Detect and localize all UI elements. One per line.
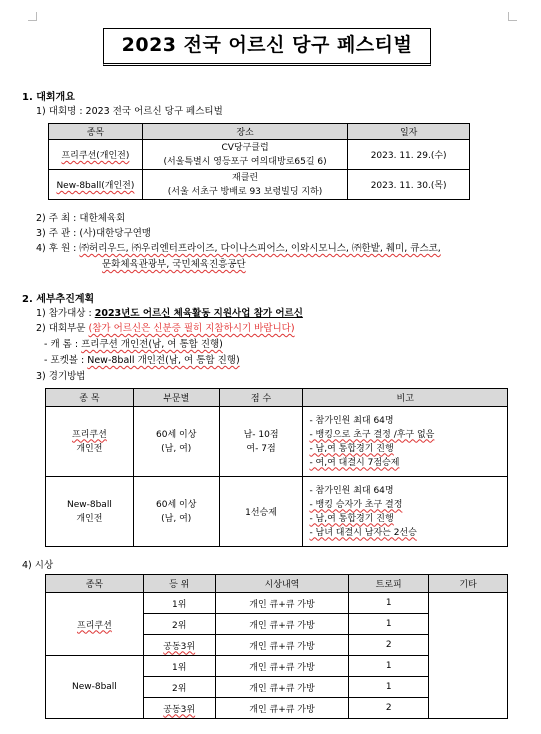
venue-address: (서울특별시 영등포구 여의대방로65길 6) bbox=[163, 156, 327, 167]
method-table-header: 부문별 bbox=[133, 389, 219, 407]
award-table-header: 종목 bbox=[46, 575, 144, 593]
division-label: 2) 대회부문 bbox=[36, 323, 89, 334]
method-division-sub: (남, 여) bbox=[161, 513, 192, 524]
section-heading-overview: 1. 대회개요 bbox=[22, 92, 75, 103]
pocket-value: New-8ball 개인전(남, 여 통합 진행) bbox=[87, 355, 240, 366]
award-table-header: 트로피 bbox=[349, 575, 429, 593]
method-note: - 남녀 대결시 남자는 2선승 bbox=[309, 527, 417, 538]
date-cell: 2023. 11. 29.(수) bbox=[348, 140, 470, 170]
award-event: New-8ball bbox=[46, 656, 144, 719]
event-name-label: 1) 대회명 : bbox=[36, 106, 86, 117]
method-event-type: 개인전 bbox=[76, 443, 103, 454]
method-event-type: 개인전 bbox=[76, 513, 103, 524]
venue-table-header: 장소 bbox=[142, 124, 347, 140]
date-cell: 2023. 11. 30.(목) bbox=[348, 170, 470, 200]
method-event: New-8ball bbox=[66, 499, 112, 510]
section-heading-plan: 2. 세부추진계획 bbox=[22, 294, 95, 305]
host-line bbox=[36, 210, 125, 224]
division-note: (참가 어르신은 신분증 필히 지참하시기 바랍니다) bbox=[88, 323, 295, 334]
award-prize: 개인 큐+큐 가방 bbox=[215, 614, 349, 635]
method-division: 60세 이상 bbox=[156, 499, 197, 510]
award-trophy: 1 bbox=[349, 656, 429, 677]
award-trophy: 1 bbox=[349, 677, 429, 698]
venue-table-header: 종목 bbox=[49, 124, 143, 140]
award-prize: 개인 큐+큐 가방 bbox=[215, 677, 349, 698]
award-event: 프리쿠션 bbox=[77, 620, 112, 631]
carom-label: - 캐 롬 : bbox=[44, 339, 82, 350]
method-note: - 참가인원 최대 64명 bbox=[309, 485, 394, 496]
method-score: 1선승제 bbox=[219, 477, 303, 547]
method-note: - 남,여 통합경기 진행 bbox=[309, 513, 394, 524]
page-corner-mark bbox=[28, 12, 37, 21]
division-line bbox=[36, 320, 295, 334]
award-rank: 공동3위 bbox=[163, 704, 196, 715]
method-division: 60세 이상 bbox=[156, 429, 197, 440]
sponsor-value: ㈜허리우드, ㈜우리엔터프라이즈, 다이나스피어스, 이와시모니스, ㈜한밭, 췌미, 큐스코, bbox=[79, 243, 441, 254]
target-value: 2023년도 어르신 체육활동 지원사업 참가 어르신 bbox=[94, 308, 303, 319]
host-value: 대한체육회 bbox=[79, 213, 126, 224]
award-rank: 1위 bbox=[143, 593, 215, 614]
award-prize: 개인 큐+큐 가방 bbox=[215, 635, 349, 656]
award-table-header: 등 위 bbox=[143, 575, 215, 593]
method-label: 3) 경기방법 bbox=[36, 371, 86, 382]
method-note: - 여,여 대결시 7점승제 bbox=[309, 457, 400, 468]
carom-line bbox=[44, 336, 223, 350]
page-corner-mark bbox=[508, 12, 517, 21]
sponsor-line bbox=[36, 240, 441, 254]
award-table-header: 기타 bbox=[429, 575, 508, 593]
award-trophy: 2 bbox=[349, 635, 429, 656]
event-name-line bbox=[36, 103, 223, 117]
method-division-sub: (남, 여) bbox=[161, 443, 192, 454]
sponsor-value-2: 문화체육관광부, 국민체육진흥공단 bbox=[102, 259, 246, 270]
method-table-header: 점 수 bbox=[219, 389, 303, 407]
method-score: 남- 10점 bbox=[243, 429, 279, 440]
method-note: - 참가인원 최대 64명 bbox=[309, 415, 394, 426]
carom-value: 프리쿠션 개인전(남, 여 통합 진행) bbox=[81, 339, 223, 350]
award-trophy: 1 bbox=[349, 614, 429, 635]
award-label: 4) 시상 bbox=[22, 560, 54, 571]
venue-table-header: 일자 bbox=[348, 124, 470, 140]
award-rank: 2위 bbox=[143, 677, 215, 698]
award-etc-cell bbox=[429, 593, 508, 719]
sponsor-label: 4) 후 원 : bbox=[36, 243, 80, 254]
award-trophy: 1 bbox=[349, 593, 429, 614]
organizer-label: 3) 주 관 : bbox=[36, 228, 80, 239]
event-cell: New-8ball(개인전) bbox=[56, 181, 135, 191]
table-row bbox=[49, 170, 470, 200]
table-row bbox=[46, 477, 508, 547]
target-line bbox=[36, 305, 303, 319]
award-prize: 개인 큐+큐 가방 bbox=[215, 698, 349, 719]
method-score-sub: 여- 7점 bbox=[246, 443, 276, 454]
event-name-value: 2023 전국 어르신 당구 페스티벌 bbox=[85, 106, 223, 117]
sponsor-line-2 bbox=[102, 256, 246, 270]
table-row bbox=[46, 593, 508, 614]
venue-name: CV당구클럽 bbox=[221, 142, 269, 153]
method-table bbox=[45, 388, 508, 547]
award-rank: 2위 bbox=[143, 614, 215, 635]
award-prize: 개인 큐+큐 가방 bbox=[215, 656, 349, 677]
table-row bbox=[49, 140, 470, 170]
venue-table bbox=[48, 123, 470, 200]
award-rank: 공동3위 bbox=[163, 641, 196, 652]
award-table-header: 시상내역 bbox=[215, 575, 349, 593]
award-trophy: 2 bbox=[349, 698, 429, 719]
method-note: - 남,여 통합경기 진행 bbox=[309, 443, 394, 454]
page-title: 2023 전국 어르신 당구 페스티벌 bbox=[103, 28, 431, 66]
host-label: 2) 주 최 : bbox=[36, 213, 80, 224]
award-prize: 개인 큐+큐 가방 bbox=[215, 593, 349, 614]
pocket-line bbox=[44, 352, 240, 366]
organizer-line bbox=[36, 225, 151, 239]
venue-name: 재클린 bbox=[232, 172, 259, 183]
event-cell: 프리쿠션(개인전) bbox=[61, 151, 130, 161]
venue-address: (서울 서초구 방배로 93 보령빌딩 지하) bbox=[167, 186, 323, 197]
method-note: - 뱅킹 승자가 초구 결정 bbox=[309, 499, 403, 510]
target-label: 1) 참가대상 : bbox=[36, 308, 95, 319]
method-event: 프리쿠션 bbox=[72, 429, 107, 440]
table-row bbox=[46, 407, 508, 477]
method-table-header: 종 목 bbox=[46, 389, 134, 407]
award-table bbox=[45, 574, 508, 719]
method-table-header: 비고 bbox=[303, 389, 508, 407]
method-note: - 뱅킹으로 초구 결정 /후구 없음 bbox=[309, 429, 435, 440]
organizer-value: (사)대한당구연맹 bbox=[79, 228, 152, 239]
award-rank: 1위 bbox=[143, 656, 215, 677]
pocket-label: - 포켓볼 : bbox=[44, 355, 88, 366]
